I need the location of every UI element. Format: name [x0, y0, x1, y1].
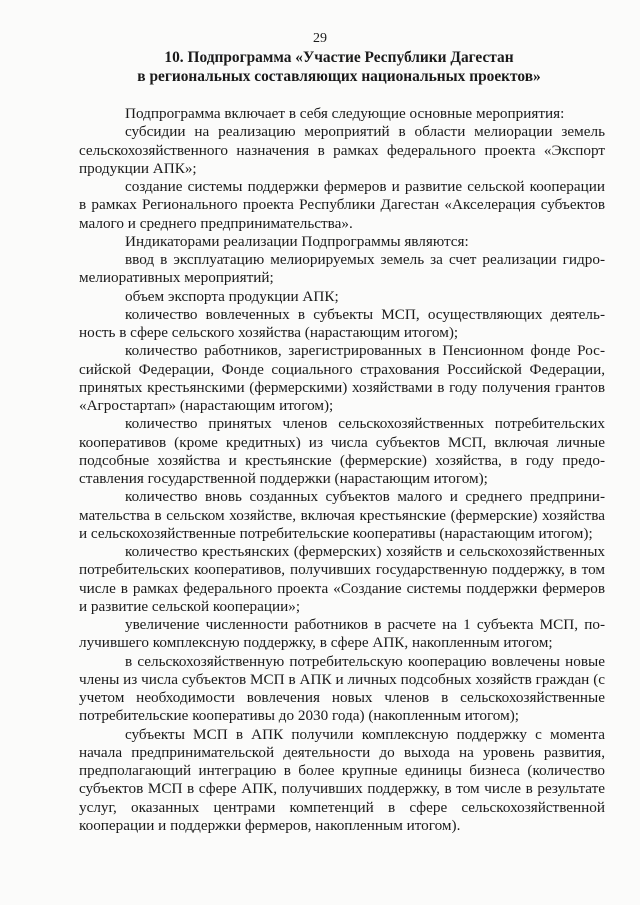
- heading-line-1: 10. Подпрограмма «Участие Республики Дагестан: [164, 49, 514, 66]
- document-body: [79, 105, 605, 835]
- page-number: 29: [313, 31, 327, 46]
- paragraph-indicator-new-msp: количество вновь созданных субъектов малого и среднего предпринимательства в сельском хозяйстве, включая крестьянские (фермерские) хозяйства и сельскохозяйственные потребительские кооперативы (нарастающим итогом);: [79, 488, 605, 542]
- paragraph-indicator-complex-support: субъекты МСП в АПК получили комплексную поддержку с момента начала предпринимательской деятельности до выхода на уровень развития, предполагающий интеграцию в более крупные единицы бизнеса (количество субъектов МСП в сфере АПК, получивших поддержку, в том числе в результате услуг, оказанных центрами компетенций в сфере сельскохозяйственной кооперации и поддержки фермеров, накопленным итогом).: [79, 725, 605, 834]
- paragraph-indicator-msp-involved: количество вовлеченных в субъекты МСП, осуществляющих деятельность в сфере сельского хозяйства (нарастающим итогом);: [79, 305, 605, 341]
- heading-line-2: в региональных составляющих национальных проектов»: [137, 68, 541, 85]
- paragraph-indicators-intro: Индикаторами реализации Подпрограммы являются:: [125, 232, 469, 250]
- paragraph-indicator-employment: увеличение численности работников в расчете на 1 субъекта МСП, получившего комплексную поддержку, в сфере АПК, накопленным итогом;: [79, 616, 605, 652]
- paragraph-intro: Подпрограмма включает в себя следующие основные мероприятия:: [125, 105, 565, 122]
- paragraph-indicator-new-coop-members: в сельскохозяйственную потребительскую кооперацию вовлечены новые члены из числа субъектов МСП в АПК и личных подсобных хозяйств граждан (с учетом необходимости вовлечения новых членов в сельскохозяйственные потребительские кооперативы до 2030 года) (накопленным итогом);: [79, 652, 605, 725]
- paragraph-measure-farmer-support: создание системы поддержки фермеров и развитие сельской кооперации в рамках Регионального проекта Республики Дагестан «Акселерация субъектов малого и среднего предпринимательства».: [79, 178, 605, 232]
- paragraph-indicator-export: объем экспорта продукции АПК;: [125, 287, 339, 305]
- paragraph-indicator-coop-members: количество принятых членов сельскохозяйственных потребительских кооперативов (кроме кредитных) из числа субъектов МСП, включая личные подсобные хозяйства и крестьянские (фермерские) хозяйства, в году предоставления государственной поддержки (нарастающим итогом);: [79, 415, 605, 487]
- paragraph-indicator-land: ввод в эксплуатацию мелиорируемых земель за счет реализации гидромелиоративных мероприятий;: [79, 251, 605, 287]
- paragraph-measure-subsidies: субсидии на реализацию мероприятий в области мелиорации земель сельскохозяйственного назначения в рамках федерального проекта «Экспорт продукции АПК»;: [79, 123, 605, 177]
- section-heading: [60, 48, 618, 86]
- paragraph-indicator-workers: количество работников, зарегистрированных в Пенсионном фонде Российской Федерации, Фонде социального страхования Российской Федерации, принятых крестьянскими (фермерскими) хозяйствами в году получения грантов «Агростартап» (нарастающим итогом);: [79, 342, 605, 414]
- paragraph-indicator-farms-supported: количество крестьянских (фермерских) хозяйств и сельскохозяйственных потребительских кооперативов, получивших государственную поддержку, в том числе в рамках федерального проекта «Создание системы поддержки фермеров и развитие сельской кооперации»;: [79, 543, 605, 615]
